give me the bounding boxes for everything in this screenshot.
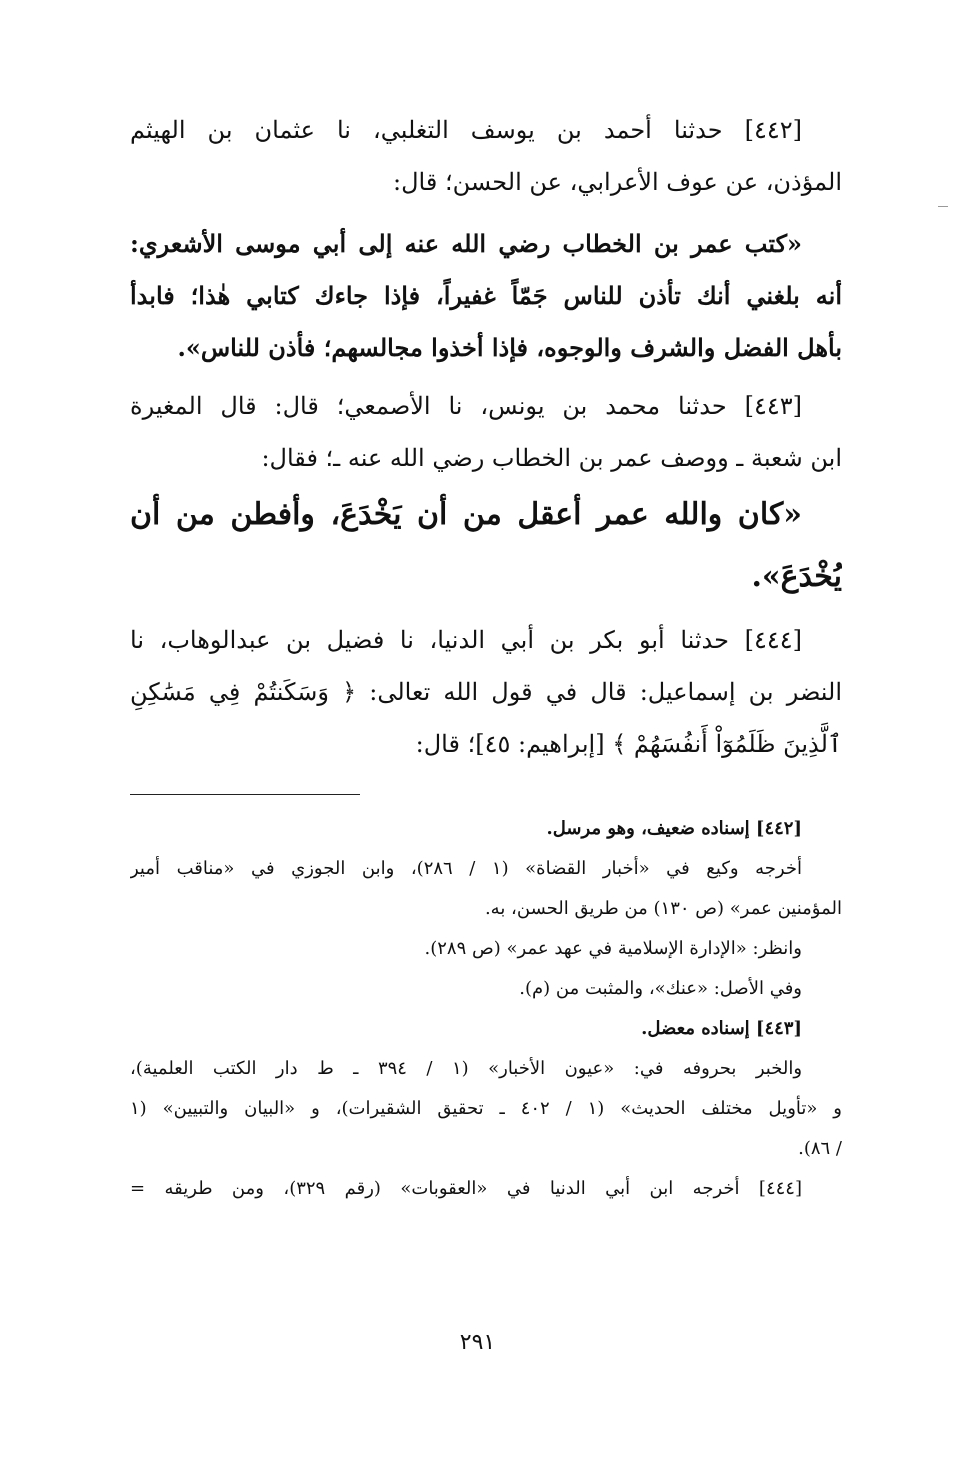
footnotes — [130, 809, 842, 1209]
entry-442-quote-line-2: أنه بلغني أنك تأذن للناس جَمّاً غفيراً، فإذا جاءك كتابي هٰذا؛ فابدأ — [130, 281, 842, 310]
entry-444-chain-line-1: [٤٤٤] حدثنا أبو بكر بن أبي الدنيا، نا فضيل بن عبدالوهاب، نا — [130, 626, 802, 654]
entry-443-quote-line-1: «كان والله عمر أعقل من أن يَخْدَعَ، وأفطن من أن — [130, 497, 802, 532]
entry-442-chain-line-1: [٤٤٢] حدثنا أحمد بن يوسف التغلبي، نا عثمان بن الهيثم — [130, 116, 802, 144]
footnote-442-line-2: المؤمنين عمر» (ص ١٣٠) من طريق الحسن، به. — [484, 898, 842, 919]
margin-mark — [938, 206, 948, 207]
hadith-entry-442 — [130, 104, 842, 374]
footnote-443-grading: [٤٤٣] إسناده معضل. — [641, 1018, 802, 1039]
footnote-442-grading: [٤٤٢] إسناده ضعيف، وهو مرسل. — [546, 818, 802, 839]
footnote-442-line-4: وفي الأصل: «عنك»، والمثبت من (م). — [519, 978, 802, 999]
footnote-443-line-2: و «تأويل مختلف الحديث» (١ / ٤٠٢ ـ تحقيق الشقيرات)، و «البيان والتبيين» (١ — [130, 1098, 842, 1119]
page-number: ٢٩١ — [459, 1330, 496, 1355]
entry-442-quote-line-1: «كتب عمر بن الخطاب رضي الله عنه إلى أبي موسى الأشعري: — [130, 229, 802, 258]
footnote-444-line-1: [٤٤٤] أخرجه ابن أبي الدنيا في «العقوبات» (رقم ٣٢٩)، ومن طريقه = — [130, 1178, 802, 1199]
hadith-entry-444 — [130, 614, 842, 770]
page-body — [130, 104, 842, 1209]
footnote-443-line-3: / ٨٦). — [798, 1138, 842, 1159]
entry-444-chain-line-2: النضر بن إسماعيل: قال في قول الله تعالى: ﴿ وَسَكَنتُمْ فِي مَسَٰكِنِ — [130, 678, 842, 706]
entry-443-chain-line-2: ابن شعبة ـ ووصف عمر بن الخطاب رضي الله عنه ـ؛ فقال: — [261, 444, 842, 472]
entry-443-quote-line-2: يُخْدَعَ». — [751, 559, 842, 594]
hadith-entry-443 — [130, 380, 842, 608]
footnote-442-line-1: أخرجه وكيع في «أخبار القضاة» (١ / ٢٨٦)، وابن الجوزي في «مناقب أمير — [130, 858, 802, 879]
footnote-separator — [130, 794, 360, 795]
footnote-442-line-3: وانظر: «الإدارة الإسلامية في عهد عمر» (ص ٢٨٩). — [424, 938, 802, 959]
entry-444-chain-line-3: ٱلَّذِينَ ظَلَمُوٓاْ أَنفُسَهُمْ ﴾ [إبراهيم: ٤٥]؛ قال: — [415, 730, 842, 758]
entry-443-chain-line-1: [٤٤٣] حدثنا محمد بن يونس، نا الأصمعي؛ قال: قال المغيرة — [130, 392, 802, 420]
entry-442-chain-line-2: المؤذن، عن عوف الأعرابي، عن الحسن؛ قال: — [393, 168, 842, 196]
entry-443-quote — [130, 484, 842, 608]
footnote-443-line-1: والخبر بحروفه في: «عيون الأخبار» (١ / ٣٩٤ ـ ط دار الكتب العلمية)، — [130, 1058, 803, 1079]
entry-442-quote — [130, 218, 842, 374]
entry-442-quote-line-3: بأهل الفضل والشرف والوجوه، فإذا أخذوا مجالسهم؛ فأذن للناس». — [177, 333, 842, 362]
